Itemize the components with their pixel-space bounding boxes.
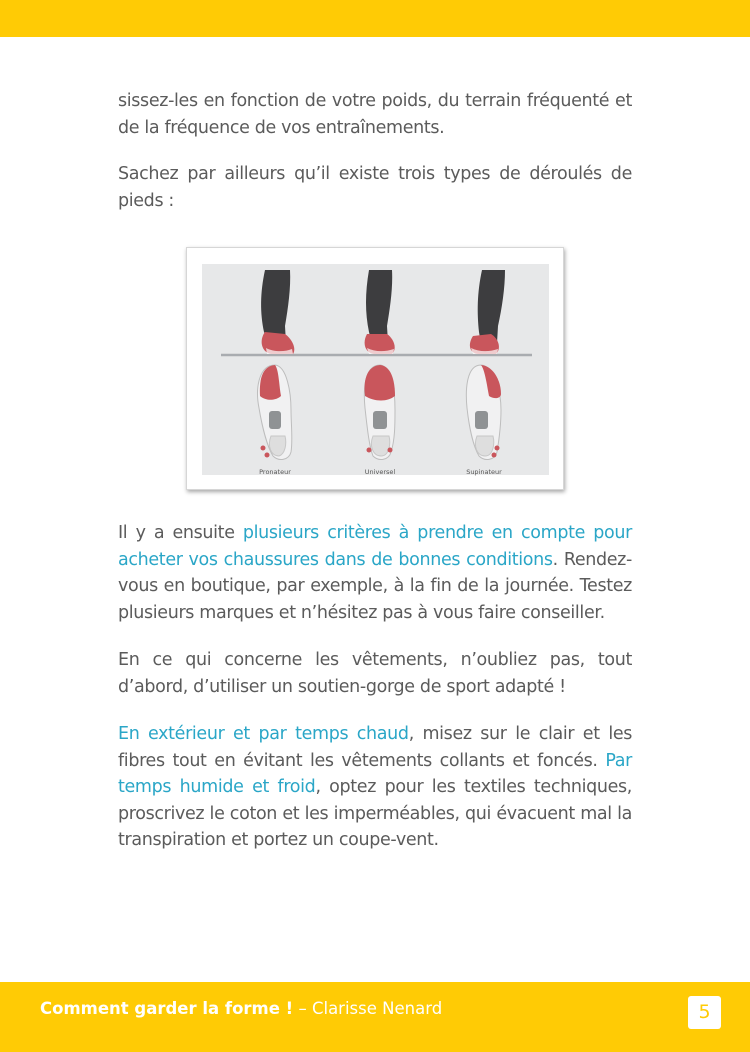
clothing-mid: , misez sur le clair et les fibres tout en évitant les vêtements collants et foncés. [118,724,633,771]
label-pronator: Pronateur [259,468,291,476]
header-band [0,0,750,37]
book-title: Comment garder la forme ! [40,999,294,1018]
hot-weather-link[interactable]: En extérieur et par temps chaud [118,724,409,744]
foot-types-illustration [187,248,563,489]
foot-types-figure [186,247,564,490]
paragraph-criteria [118,520,632,626]
criteria-rest: . Rendez-vous en boutique, par exemple, à la fin de la journée. Testez plusieurs marques et n’hésitez pas à vous faire conseiller. [118,549,632,623]
paragraph-shoe-choice: sissez-les en fonction de votre poids, du terrain fréquenté et de la fréquence de vos entraînements. [118,91,632,138]
cold-weather-link[interactable]: Par temps humide et froid [118,750,632,797]
footer-book-title [40,999,442,1019]
label-supinator: Supinateur [466,468,502,476]
author-name: Clarisse Nenard [311,999,443,1018]
title-separator: – [293,999,312,1018]
clothing-rest: , optez pour les textiles techniques, proscrivez le coton et les imperméables, qui évacuent mal la transpiration et portez un coupe-vent. [118,777,633,850]
label-neutral: Universel [364,468,396,476]
criteria-intro: Il y a ensuite [118,523,243,543]
criteria-link[interactable]: plusieurs critères à prendre en compte pour acheter vos chaussures dans de bonnes conditions [118,523,632,570]
paragraph-clothing [118,721,632,854]
paragraph-foot-types: Sachez par ailleurs qu’il existe trois types de déroulés de pieds : [118,164,632,211]
page-number: 5 [688,996,721,1029]
paragraph-sports-bra: En ce qui concerne les vêtements, n’oubliez pas, tout d’abord, d’utiliser un soutien-gorge de sport adapté ! [118,650,632,697]
